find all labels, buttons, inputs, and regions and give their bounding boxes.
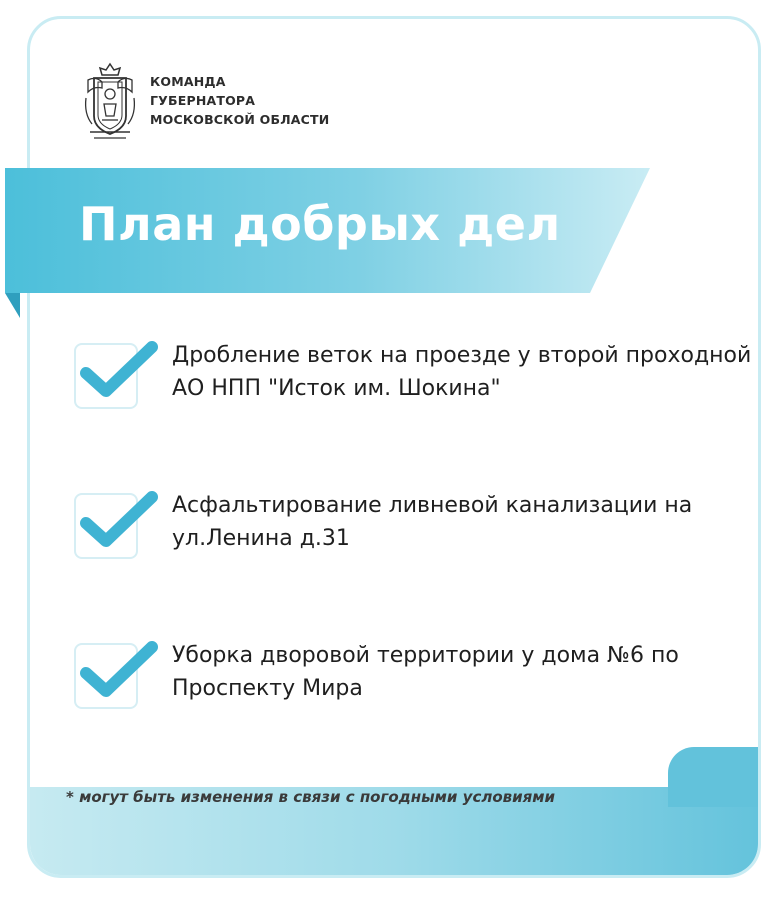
organization-name-line: ГУБЕРНАТОРА — [150, 92, 256, 108]
coat-of-arms-icon — [80, 58, 140, 142]
checkmark-icon — [78, 339, 160, 405]
title-banner — [5, 168, 655, 293]
footer-tab — [668, 747, 758, 807]
task-text: Дробление веток на проезде у второй проходной АО НПП "Исток им. Шокина" — [172, 343, 752, 401]
organization-name-line: КОМАНДА — [150, 73, 226, 89]
page-title: План добрых дел — [79, 197, 561, 251]
task-text: Уборка дворовой территории у дома №6 по Проспекту Мира — [172, 643, 679, 701]
checkmark-icon — [78, 639, 160, 705]
organization-name — [150, 72, 329, 129]
checkmark-icon — [78, 489, 160, 555]
task-item — [74, 643, 754, 723]
task-text: Асфальтирование ливневой канализации на ул.Ленина д.31 — [172, 493, 693, 551]
organization-name-line: МОСКОВСКОЙ ОБЛАСТИ — [150, 111, 330, 127]
organization-logo — [80, 58, 329, 142]
task-item — [74, 343, 754, 423]
footnote: * могут быть изменения в связи с погодными условиями — [66, 788, 556, 806]
plan-card — [27, 16, 761, 878]
task-item — [74, 493, 754, 573]
